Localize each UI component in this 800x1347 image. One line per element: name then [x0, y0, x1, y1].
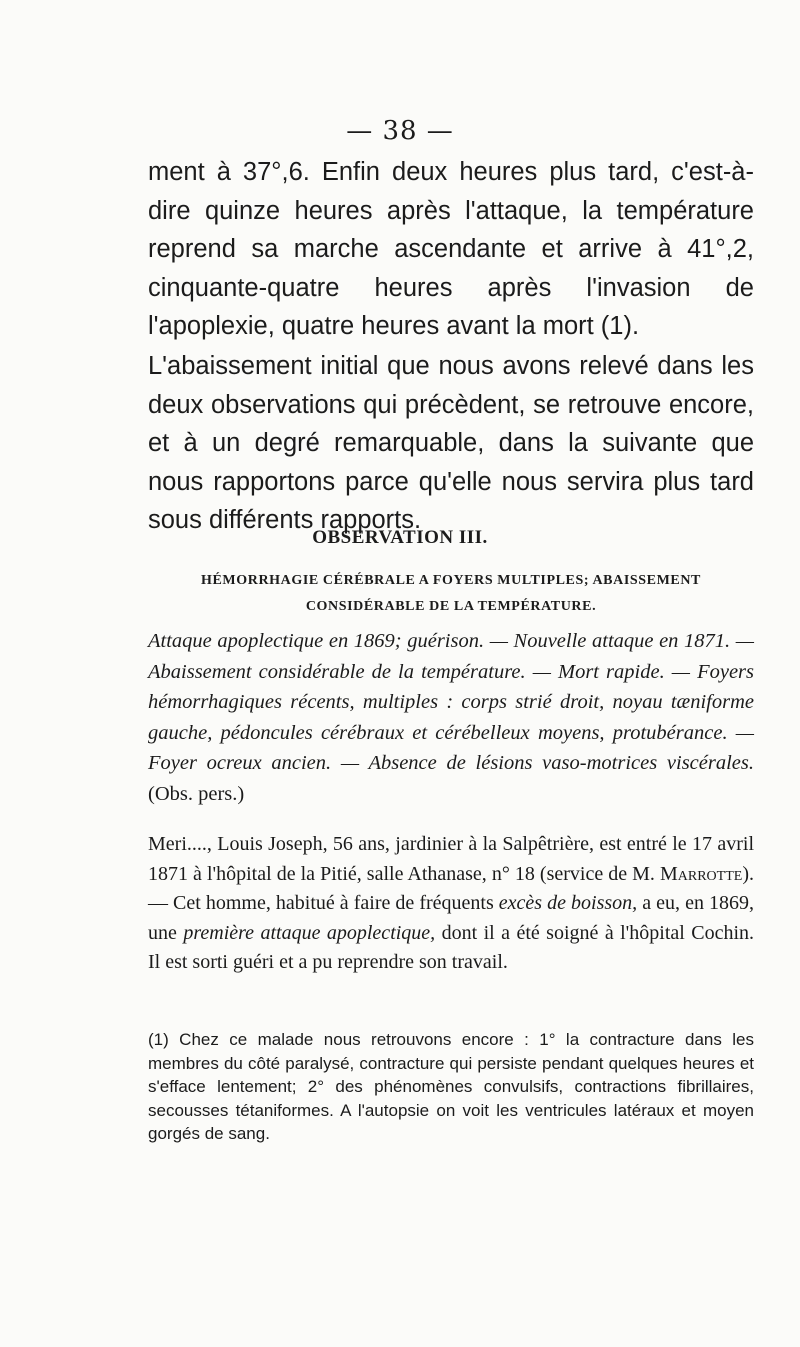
- case-text-2: ). — Cet homme, habitué à faire de fréquents: [148, 862, 754, 915]
- paragraph-1: ment à 37°,6. Enfin deux heures plus tard, c'est-à-dire quinze heures après l'attaque, la température reprend sa marche ascendante et arrive à 41°,2, cinquante-quatre heures après l'invasion de l'apoplexie, quatre heures avant la mort (1).: [148, 158, 754, 341]
- observation-summary: [148, 626, 754, 810]
- paragraph-2: L'abaissement initial que nous avons relevé dans les deux observations qui précèdent, se retrouve encore, et à un degré remarquable, dans la suivante que nous rapportons parce qu'elle nous servira plus tard sous différents rapports.: [148, 352, 754, 535]
- case-text-4: dont il a été soigné à l'hôpital Cochin. Il est sorti guéri et a pu reprendre son travail.: [148, 921, 755, 974]
- case-italic-2: première attaque apoplectique,: [183, 921, 436, 944]
- paragraph-continuation: [148, 153, 754, 346]
- paragraph-intro-observation: [148, 347, 754, 540]
- observation-subtitle: HÉMORRHAGIE CÉRÉBRALE A FOYERS MULTIPLES; ABAISSEMENT CONSIDÉRABLE DE LA TEMPÉRATURE.: [201, 573, 701, 614]
- summary-source: (Obs. pers.): [148, 782, 245, 805]
- footnote: (1) Chez ce malade nous retrouvons encore : 1° la contracture dans les membres du côté paralysé, contracture qui persiste pendant quelques heures et s'efface lentement; 2° des phénomènes convulsifs, contractions fibrillaires, secousses tétaniformes. A l'autopsie on voit les ventricules latéraux et moyen gorgés de sang.: [148, 1030, 754, 1144]
- case-text-1: Meri...., Louis Joseph, 56 ans, jardinier à la Salpêtrière, est entré le 17 avril 1871 à l'hôpital de la Pitié, salle Athanase, n° 18 (service de M.: [148, 833, 754, 885]
- case-italic-1: excès de boisson,: [498, 892, 638, 915]
- summary-text: Attaque apoplectique en 1869; guérison. — Nouvelle attaque en 1871. — Abaissement considérable de la température. — Mort rapide. — Foyers hémorrhagiques récents, multiples : corps strié droit, noyau tæniforme gauche, pédoncules cérébraux et cérébelleux moyens, protubérance. — Foyer ocreux ancien. — Absence de lésions vaso-motrices viscérales.: [148, 630, 754, 775]
- observation-title: OBSERVATION III.: [312, 527, 488, 548]
- page-number: — 38 —: [346, 116, 454, 146]
- case-text-3: a eu, en 1869, une: [148, 892, 754, 944]
- physician-name: Marrotte: [659, 862, 743, 885]
- case-description: [148, 830, 754, 978]
